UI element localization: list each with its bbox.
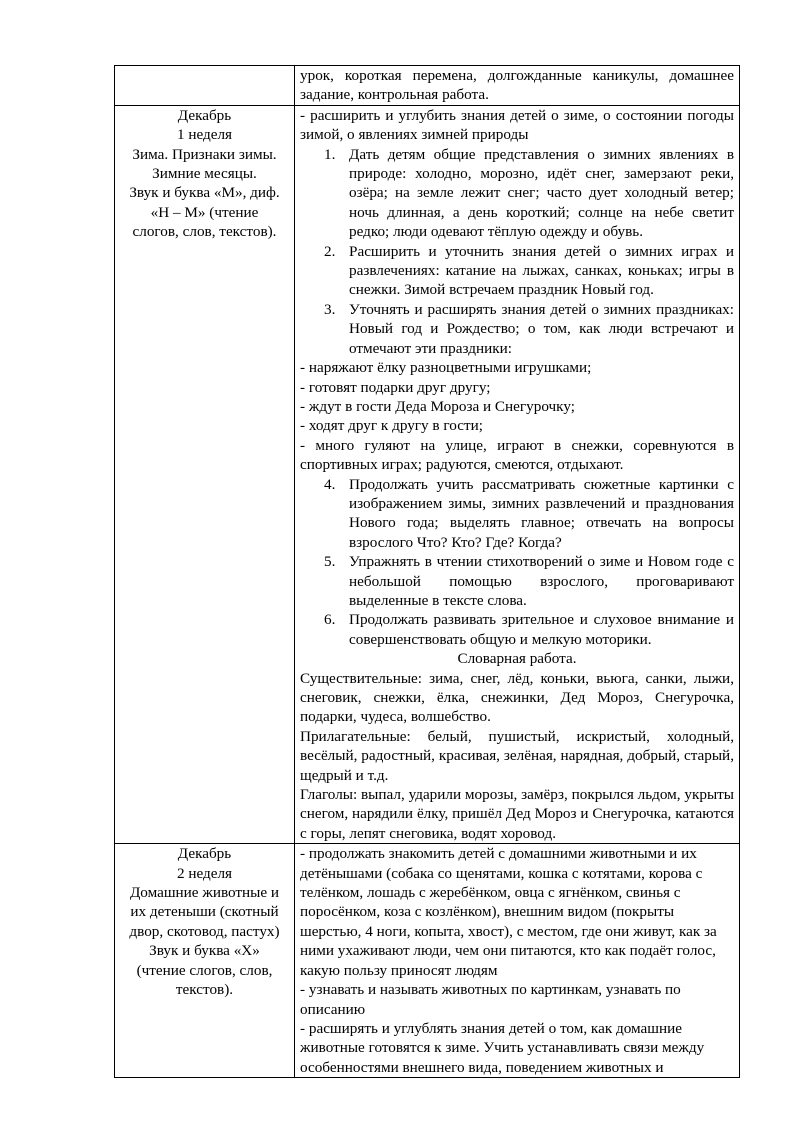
month-label: Декабрь	[177, 106, 232, 124]
topic-cell	[115, 66, 295, 106]
topic-line: «Н – М» (чтение	[150, 203, 259, 221]
topic-line: (чтение слогов, слов,	[136, 961, 273, 979]
vocab-heading: Словарная работа.	[457, 650, 577, 668]
topic-line: слогов, слов, текстов).	[132, 223, 277, 241]
goals-cell	[295, 66, 740, 106]
item-text: Упражнять в чтении стихотворений о зиме и Новом годе с небольшой помощью взрослого, проговаривают выделенные в тексте слова.	[349, 553, 734, 609]
topic-line: Звук и буква «М», диф.	[129, 184, 280, 202]
dash-item: - готовят подарки друг другу;	[300, 378, 491, 396]
vocab-adjectives: Прилагательные: белый, пушистый, искристый, холодный, весёлый, радостный, красивая, зелёная, нарядная, добрый, старый, щедрый и т.д.	[300, 727, 734, 784]
item-number: 2.	[324, 242, 336, 260]
dash-item: - ждут в гости Деда Мороза и Снегурочку;	[300, 397, 575, 415]
table-row	[115, 66, 740, 106]
numbered-item	[300, 242, 734, 300]
vocab-nouns: Существительные: зима, снег, лёд, коньки, вьюга, санки, лыжи, снеговик, снежки, ёлка, снежинки, Дед Мороз, Снегурочка, подарки, чудеса, волшебство.	[300, 669, 734, 726]
topic-line: Звук и буква «Х»	[149, 942, 260, 960]
goals-cell	[295, 844, 740, 1078]
topic-line: двор, скотовод, пастух)	[129, 922, 280, 940]
month-label: Декабрь	[177, 845, 232, 863]
topic-cell	[115, 844, 295, 1078]
item-number: 6.	[324, 611, 336, 629]
lesson-plan-table	[114, 65, 740, 1078]
paragraph: - продолжать знакомить детей с домашними животными и их детёнышами (собака со щенятами, кошка с котятами, корова с телёнком, лошадь с жеребёнком, овца с ягнёнком, свинья с поросёнком, коза с козлёнком), внешним видом (покрыты шерстью, 4 ноги, копыта, хвост), с местом, где они живут, как за ними ухаживают люди, чем они питаются, кто как подаёт голос, какую пользу приносят людям	[300, 845, 717, 979]
paragraph: - узнавать и называть животных по картинкам, узнавать по описанию	[300, 981, 681, 1018]
topic-line: Зима. Признаки зимы.	[132, 145, 277, 163]
numbered-item	[300, 475, 734, 553]
goal-intro: - расширить и углубить знания детей о зиме, о состоянии погоды зимой, о явлениях зимней природы	[300, 106, 734, 144]
numbered-item	[300, 300, 734, 358]
item-text: Продолжать учить рассматривать сюжетные картинки с изображением зимы, зимних развлечений и празднования Нового года; выделять главное; отвечать на вопросы взрослого Что? Кто? Где? Когда?	[349, 475, 734, 551]
item-number: 1.	[324, 145, 336, 163]
numbered-item	[300, 145, 734, 242]
topic-line: Домашние животные и	[129, 884, 280, 902]
item-number: 3.	[324, 300, 336, 318]
goals-cell	[295, 105, 740, 843]
paragraph: - расширять и углублять знания детей о том, как домашние животные готовятся к зиме. Учить устанавливать связи между особенностями внешнего вида, поведением животных и	[300, 1019, 705, 1076]
vocab-verbs: Глаголы: выпал, ударили морозы, замёрз, покрылся льдом, укрыты снегом, нарядили ёлку, пришёл Дед Мороз и Снегурочка, катаются с горы, лепят снеговика, водят хоровод.	[300, 786, 734, 842]
paragraph: урок, короткая перемена, долгожданные каникулы, домашнее задание, контрольная работа.	[300, 67, 734, 104]
topic-line: Зимние месяцы.	[152, 165, 257, 183]
item-text: Уточнять и расширять знания детей о зимних праздниках: Новый год и Рождество; о том, как люди встречают и отмечают эти праздники:	[349, 300, 734, 357]
topic-cell	[115, 105, 295, 843]
item-text: Дать детям общие представления о зимних явлениях в природе: холодно, морозно, идёт снег, замерзают реки, озёра; на земле лежит снег; часто дует холодный ветер; ночь длинная, а день короткий; солнце на небе светит редко; люди одевают тёплую одежду и обувь.	[349, 145, 734, 241]
topic-line: их детеныши (скотный	[130, 903, 279, 921]
topic-line: текстов).	[175, 981, 234, 999]
item-text: Расширить и уточнить знания детей о зимних играх и развлечениях: катание на лыжах, санках, коньках; игры в снежки. Зимой встречаем праздник Новый год.	[349, 242, 734, 299]
numbered-item	[300, 552, 734, 610]
dash-item: - много гуляют на улице, играют в снежки, соревнуются в спортивных играх; радуются, смеются, отдыхают.	[300, 436, 734, 474]
week-label: 2 неделя	[176, 864, 233, 882]
dash-item: - ходят друг к другу в гости;	[300, 417, 483, 435]
table-row	[115, 844, 740, 1078]
item-number: 4.	[324, 475, 336, 493]
item-text: Продолжать развивать зрительное и слуховое внимание и совершенствовать общую и мелкую моторики.	[349, 611, 734, 648]
item-number: 5.	[324, 553, 336, 571]
week-label: 1 неделя	[176, 126, 233, 144]
dash-item: - наряжают ёлку разноцветными игрушками;	[300, 359, 592, 377]
table-row	[115, 105, 740, 843]
numbered-item	[300, 610, 734, 649]
